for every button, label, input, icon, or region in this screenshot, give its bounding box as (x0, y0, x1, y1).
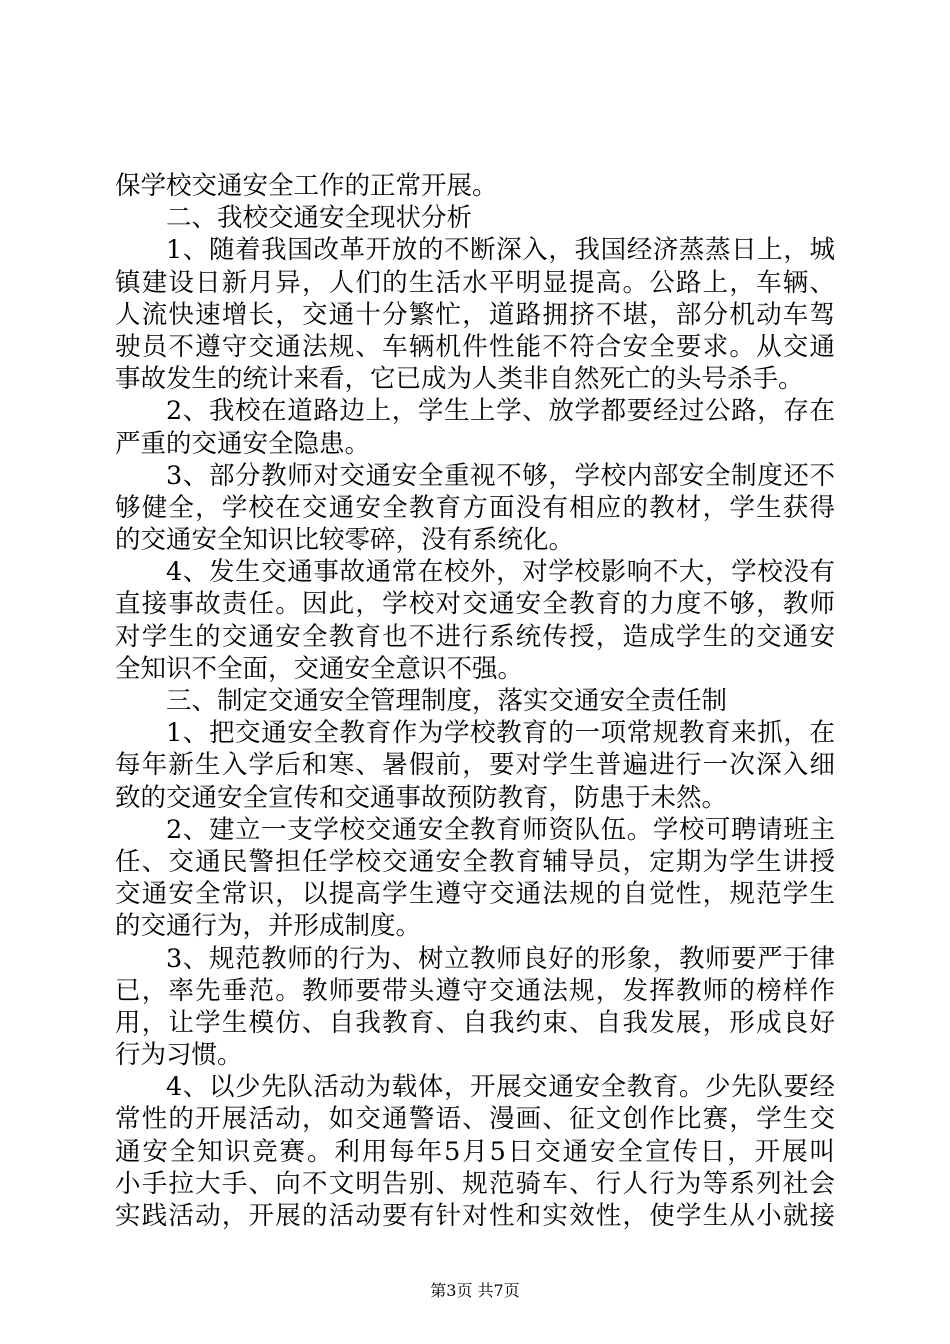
text-line: 够健全，学校在交通安全教育方面没有相应的教材，学生获得 (115, 492, 835, 523)
text-line: 用，让学生模仿、自我教育、自我约束、自我发展，形成良好 (115, 1007, 835, 1038)
text-line: 严重的交通安全隐患。 (115, 428, 371, 459)
text-line: 3、部分教师对交通安全重视不够，学校内部安全制度还不 (166, 460, 835, 491)
text-line: 每年新生入学后和寒、暑假前，要对学生普遍进行一次深入细 (115, 750, 835, 781)
text-line: 全知识不全面，交通安全意识不强。 (115, 653, 524, 684)
text-line: 3、规范教师的行为、树立教师良好的形象，教师要严于律 (166, 943, 835, 974)
text-line: 通安全知识竞赛。利用每年5月5日交通安全宣传日，开展叫 (115, 1136, 835, 1167)
text-line: 4、发生交通事故通常在校外，对学校影响不大，学校没有 (166, 557, 835, 588)
text-line: 2、我校在道路边上，学生上学、放学都要经过公路，存在 (166, 396, 835, 427)
text-line: 任、交通民警担任学校交通安全教育辅导员，定期为学生讲授 (115, 846, 835, 877)
text-line: 小手拉大手、向不文明告别、规范骑车、行人行为等系列社会 (115, 1168, 835, 1199)
text-line: 驶员不遵守交通法规、车辆机件性能不符合安全要求。从交通 (115, 331, 835, 362)
text-line: 的交通安全知识比较零碎，没有系统化。 (115, 525, 575, 556)
text-line: 对学生的交通安全教育也不进行系统传授，造成学生的交通安 (115, 621, 835, 652)
text-line: 常性的开展活动，如交通警语、漫画、征文创作比赛，学生交 (115, 1104, 835, 1135)
page-footer: 第3页 共7页 (430, 1281, 520, 1300)
text-line: 1、把交通安全教育作为学校教育的一项常规教育来抓，在 (166, 718, 835, 749)
text-line: 行为习惯。 (115, 1040, 243, 1071)
text-line: 事故发生的统计来看，它已成为人类非自然死亡的头号杀手。 (115, 364, 804, 395)
text-line: 已，率先垂范。教师要带头遵守交通法规，发挥教师的榜样作 (115, 975, 835, 1006)
text-line: 4、以少先队活动为载体，开展交通安全教育。少先队要经 (166, 1072, 835, 1103)
text-line: 人流快速增长，交通十分繁忙，道路拥挤不堪，部分机动车驾 (115, 299, 835, 330)
text-line: 实践活动，开展的活动要有针对性和实效性，使学生从小就接 (115, 1201, 835, 1231)
text-line: 保学校交通安全工作的正常开展。 (115, 171, 498, 201)
text-line: 1、随着我国改革开放的不断深入，我国经济蒸蒸日上，城 (166, 235, 835, 266)
document-body (115, 170, 835, 1232)
text-line: 的交通行为，并形成制度。 (115, 911, 422, 942)
text-line: 2、建立一支学校交通安全教育师资队伍。学校可聘请班主 (166, 814, 835, 845)
text-line: 三、制定交通安全管理制度，落实交通安全责任制 (166, 686, 728, 716)
text-line: 二、我校交通安全现状分析 (166, 203, 473, 234)
text-line: 致的交通安全宣传和交通事故预防教育，防患于未然。 (115, 782, 728, 813)
text-line: 镇建设日新月异，人们的生活水平明显提高。公路上，车辆、 (115, 267, 835, 298)
text-line: 交通安全常识，以提高学生遵守交通法规的自觉性，规范学生 (115, 879, 835, 910)
text-line: 直接事故责任。因此，学校对交通安全教育的力度不够，教师 (115, 589, 835, 620)
